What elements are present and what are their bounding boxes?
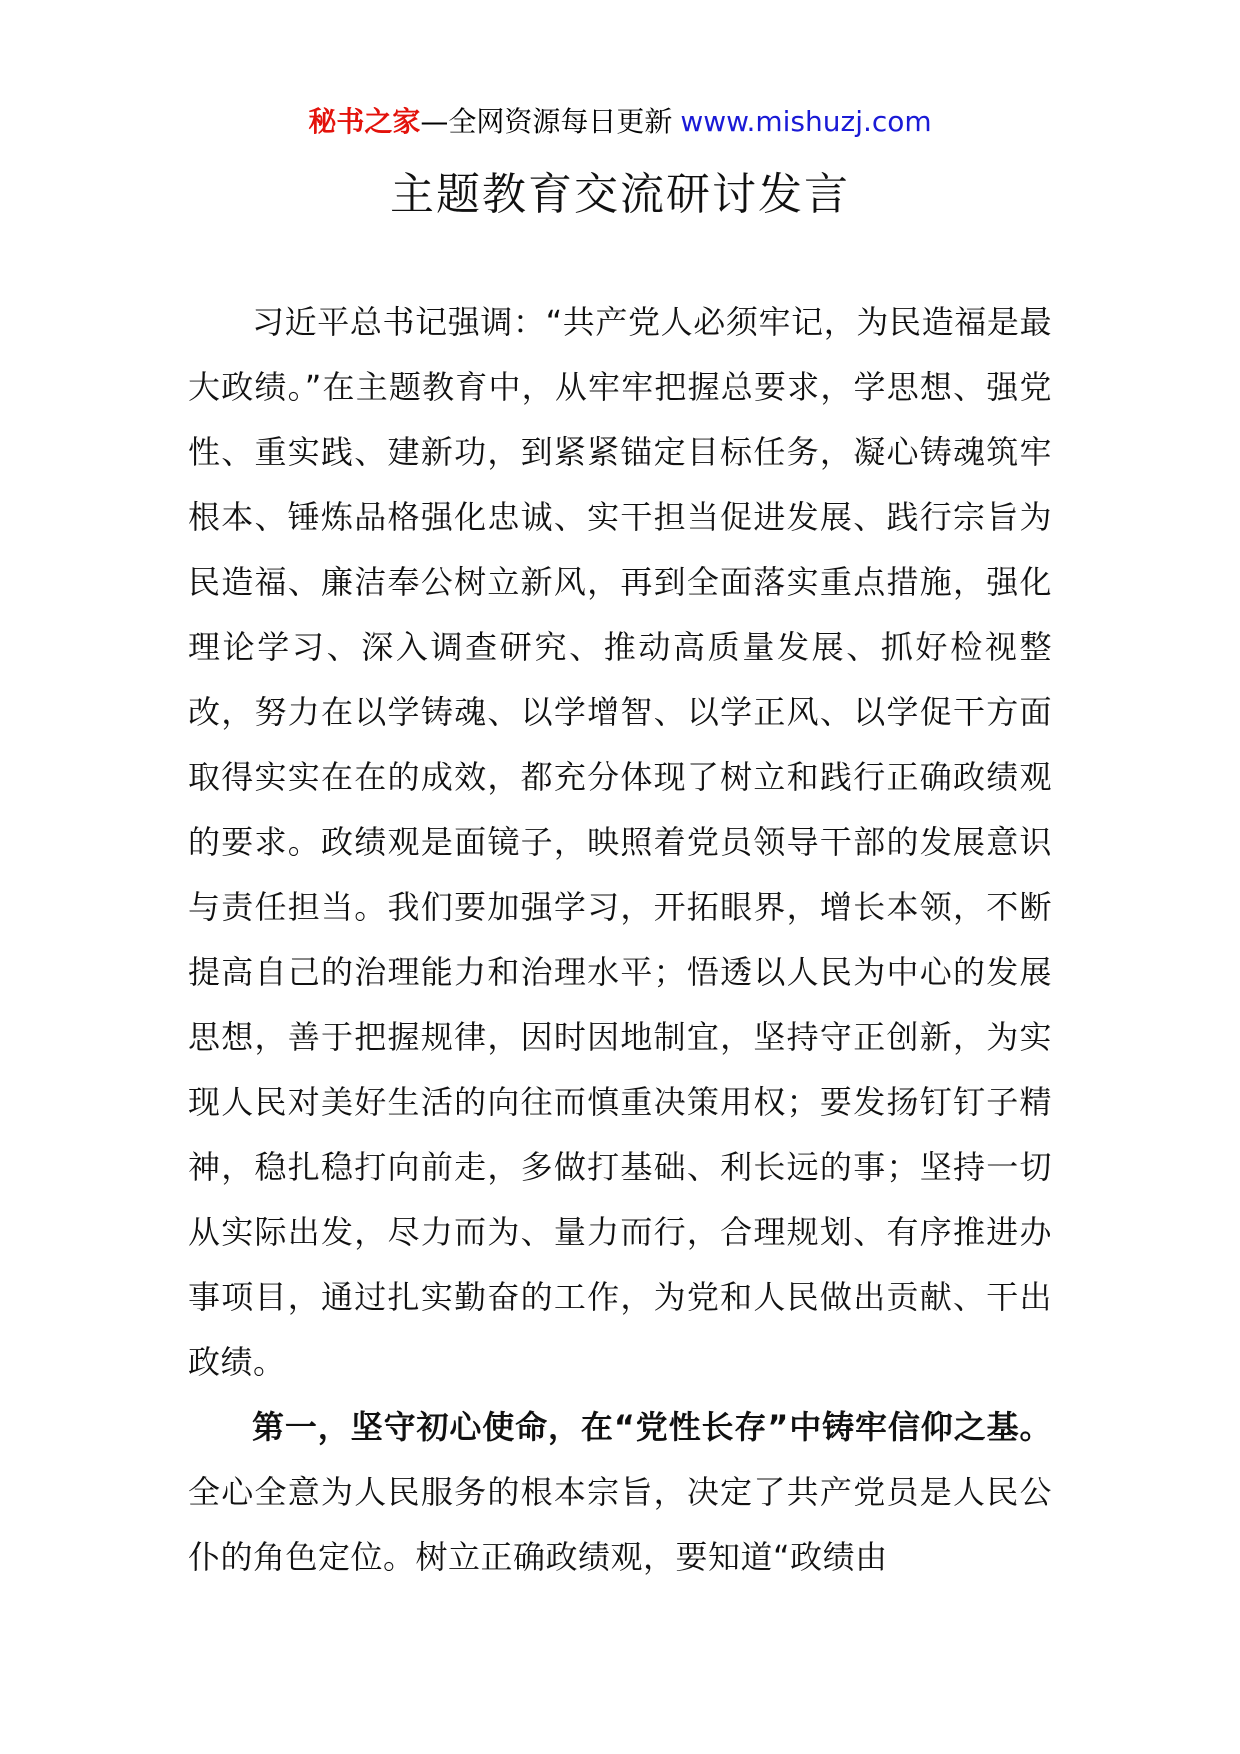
paragraph-text: 习近平总书记强调：“共产党人必须牢记，为民造福是最大政绩。”在主题教育中，从牢牢把握总要求，学思想、强党性、重实践、建新功，到紧紧锚定目标任务，凝心铸魂筑牢根本、锤炼品格强化忠诚、实干担当促进发展、践行宗旨为民造福、廉洁奉公树立新风，再到全面落实重点措施，强化理论学习、深入调查研究、推动高质量发展、抓好检视整改，努力在以学铸魂、以学增智、以学正风、以学促干方面取得实实在在的成效，都充分体现了树立和践行正确政绩观的要求。政绩观是面镜子，映照着党员领导干部的发展意识与责任担当。我们要加强学习，开拓眼界，增长本领，不断提高自己的治理能力和治理水平；悟透以人民为中心的发展思想，善于把握规律，因时因地制宜，坚持守正创新，为实现人民对美好生活的向往而慎重决策用权；要发扬钉钉子精神，稳扎稳打向前走，多做打基础、利长远的事；坚持一切从实际出发，尽力而为、量力而行，合理规划、有序推进办事项目，通过扎实勤奋的工作，为党和人民做出贡献、干出政绩。 <box>188 303 1052 1381</box>
site-brand: 秘书之家 <box>308 105 421 138</box>
site-tagline: —全网资源每日更新 <box>420 105 673 138</box>
site-header <box>0 102 1240 142</box>
site-url-link[interactable]: www.mishuzj.com <box>680 105 932 138</box>
paragraph-intro <box>188 290 1052 1395</box>
document-body <box>188 290 1052 1590</box>
document-title: 主题教育交流研讨发言 <box>390 169 850 220</box>
paragraph-first-point <box>188 1395 1052 1590</box>
paragraph-lead: 第一，坚守初心使命，在“党性长存”中铸牢信仰之基。 <box>252 1408 1052 1446</box>
paragraph-text: 全心全意为人民服务的根本宗旨，决定了共产党员是人民公仆的角色定位。树立正确政绩观，要知道“政绩由 <box>188 1473 1052 1576</box>
